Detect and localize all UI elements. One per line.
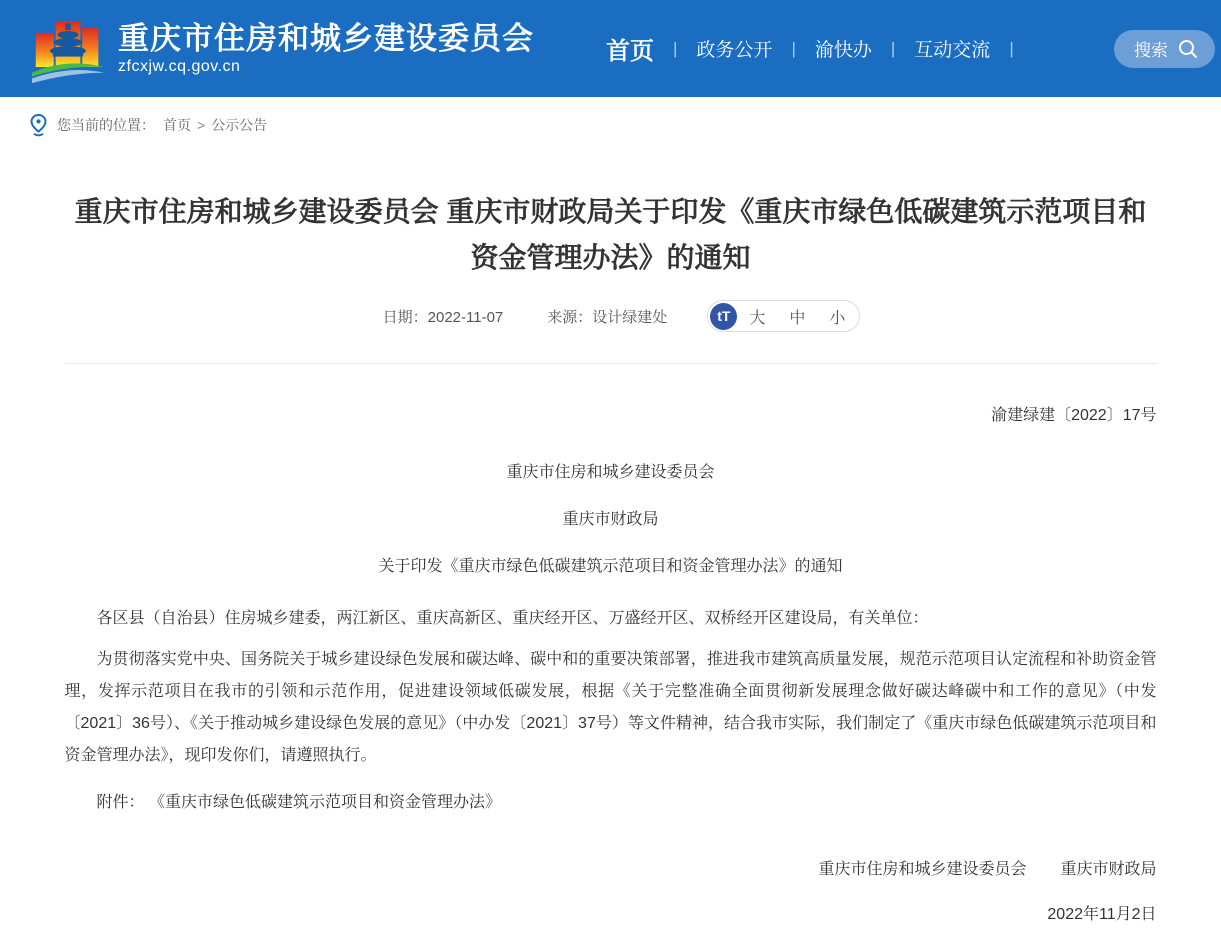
nav-item-interaction[interactable]: 互动交流 xyxy=(914,40,991,61)
breadcrumb-separator: > xyxy=(197,117,206,133)
nav-item-yukuaiban[interactable]: 渝快办 xyxy=(814,40,872,61)
article-meta-row xyxy=(65,297,1157,335)
location-pin-icon xyxy=(30,114,47,136)
site-header xyxy=(0,0,1221,97)
brand-text xyxy=(118,21,534,77)
document-number: 渝建绿建〔2022〕17号 xyxy=(991,407,1157,424)
search-button[interactable] xyxy=(1114,30,1215,68)
nav-separator: | xyxy=(890,38,896,58)
issuing-org-line-2: 重庆市财政局 xyxy=(562,511,659,528)
document-body xyxy=(65,402,1157,940)
article-title: 重庆市住房和城乡建设委员会 重庆市财政局关于印发《重庆市绿色低碳建筑示范项目和资金管理办法》的通知 xyxy=(74,196,1147,273)
document-subject-line: 关于印发《重庆市绿色低碳建筑示范项目和资金管理办法》的通知 xyxy=(378,558,843,575)
font-size-small-button[interactable]: 小 xyxy=(829,309,846,327)
site-url: zfcxjw.cq.gov.cn xyxy=(118,58,241,76)
search-icon xyxy=(1177,38,1199,60)
body-paragraph: 为贯彻落实党中央、国务院关于城乡建设绿色发展和碳达峰、碳中和的重要决策部署，推进我市建筑高质量发展，规范示范项目认定流程和补助资金管理，发挥示范项目在我市的引领和示范作用，促进建设领域低碳发展，根据《关于完整准确全面贯彻新发展理念做好碳达峰碳中和工作的意见》（中发〔2021〕36号）、《关于推动城乡建设绿色发展的意见》（中办发〔2021〕37号）等文件精神，结合我市实际，我们制定了《重庆市绿色低碳建筑示范项目和资金管理办法》，现印发你们，请遵照执行。 xyxy=(64,651,1157,764)
title-divider xyxy=(65,363,1157,364)
issuing-org-line-1: 重庆市住房和城乡建设委员会 xyxy=(506,464,715,481)
font-size-large-button[interactable]: 大 xyxy=(749,309,766,327)
signature-date: 2022年11月2日 xyxy=(1047,906,1157,923)
nav-separator: | xyxy=(1009,38,1014,58)
nav-item-home[interactable]: 首页 xyxy=(606,38,654,65)
attachment-line xyxy=(65,788,1157,818)
article-source: 来源：设计绿建处 xyxy=(547,308,668,326)
breadcrumb-current-link[interactable]: 公示公告 xyxy=(211,117,268,133)
font-size-icon: tT xyxy=(710,303,737,330)
signature-org-1: 重庆市住房和城乡建设委员会 xyxy=(818,861,1027,878)
site-title: 重庆市住房和城乡建设委员会 xyxy=(118,20,534,56)
search-button-label: 搜索 xyxy=(1134,41,1168,60)
article-date: 日期：2022-11-07 xyxy=(382,308,504,326)
nav-item-gov-affairs[interactable]: 政务公开 xyxy=(696,40,773,61)
site-logo-icon xyxy=(30,12,106,86)
signature-row xyxy=(65,856,1157,879)
nav-separator: | xyxy=(791,38,796,58)
attachment-link[interactable]: 《重庆市绿色低碳建筑示范项目和资金管理办法》 xyxy=(148,794,501,811)
breadcrumb xyxy=(0,103,1221,147)
font-size-control xyxy=(707,300,860,332)
article xyxy=(65,189,1157,940)
font-size-medium-button[interactable]: 中 xyxy=(789,309,806,327)
site-logo-link[interactable] xyxy=(30,12,534,86)
addressee-line: 各区县（自治县）住房城乡建委，两江新区、重庆高新区、重庆经开区、万盛经开区、双桥经开区建设局，有关单位： xyxy=(96,610,929,627)
nav-separator: | xyxy=(673,38,678,58)
attachment-label: 附件： xyxy=(96,794,145,811)
main-nav xyxy=(606,27,1033,70)
breadcrumb-prefix: 您当前的位置： xyxy=(57,117,155,133)
signature-org-2: 重庆市财政局 xyxy=(1060,861,1157,878)
breadcrumb-home-link[interactable]: 首页 xyxy=(163,117,191,133)
